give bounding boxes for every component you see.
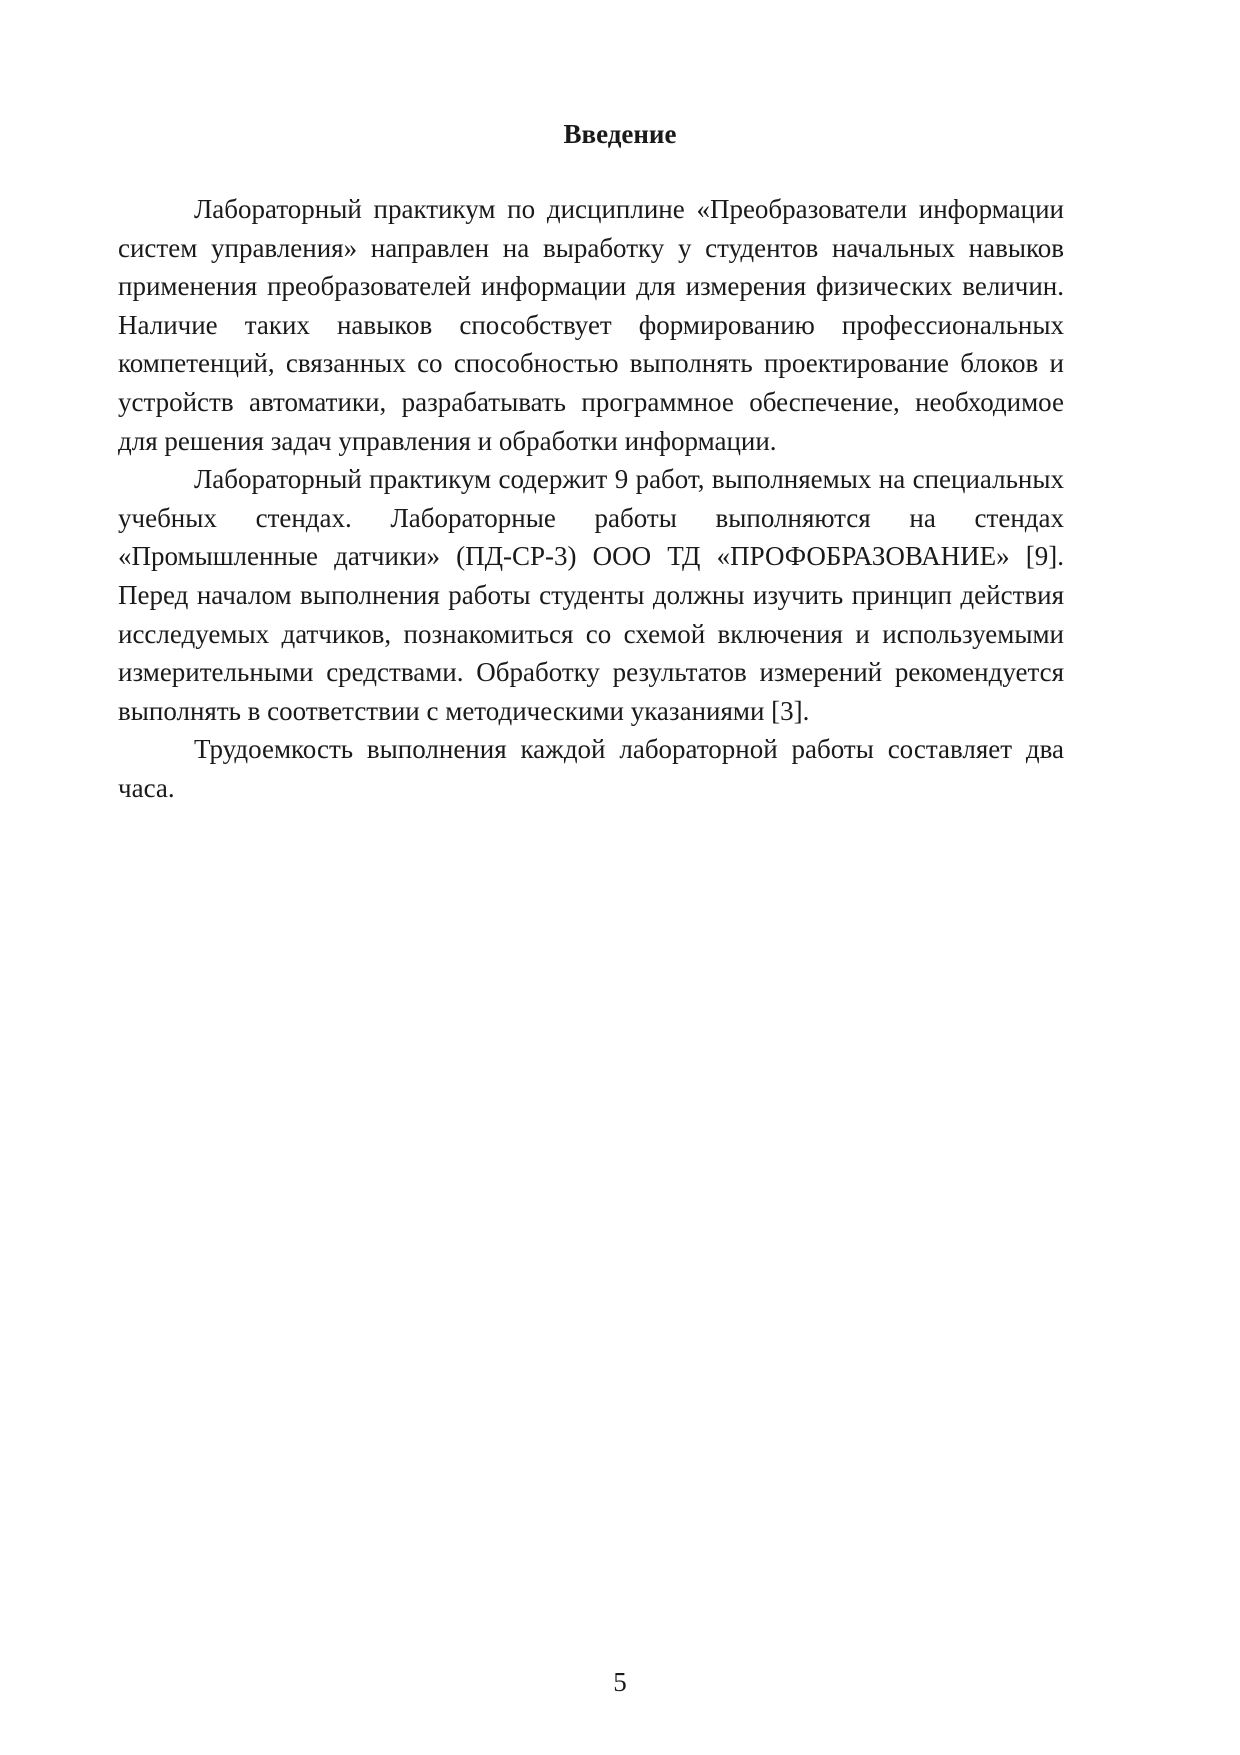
- page-number: 5: [613, 1667, 627, 1697]
- section-heading: Введение: [563, 119, 677, 149]
- paragraph-1: Лабораторный практикум по дисциплине «Преобразователи информации систем управления» направлен на выработку у студентов начальных навыков применения преобразователей информации для измерения физических величин. Наличие таких навыков способствует формированию профессиональных компетенций, связанных со способностью выполнять проектирование блоков и устройств автоматики, разрабатывать программное обеспечение, необходимое для решения задач управления и обработки информации.: [118, 194, 1064, 456]
- paragraph-2: Лабораторный практикум содержит 9 работ, выполняемых на специальных учебных стендах. Лабораторные работы выполняются на стендах «Промышленные датчики» (ПД-СР-3) ООО ТД «ПРОФОБРАЗОВАНИЕ» [9]. Перед началом выполнения работы студенты должны изучить принцип действия исследуемых датчиков, познакомиться со схемой включения и используемыми измерительными средствами. Обработку результатов измерений рекомендуется выполнять в соответствии с методическими указаниями [3].: [118, 464, 1064, 726]
- paragraph-3: Трудоемкость выполнения каждой лабораторной работы составляет два часа.: [118, 734, 1064, 803]
- body-text: [118, 190, 1064, 808]
